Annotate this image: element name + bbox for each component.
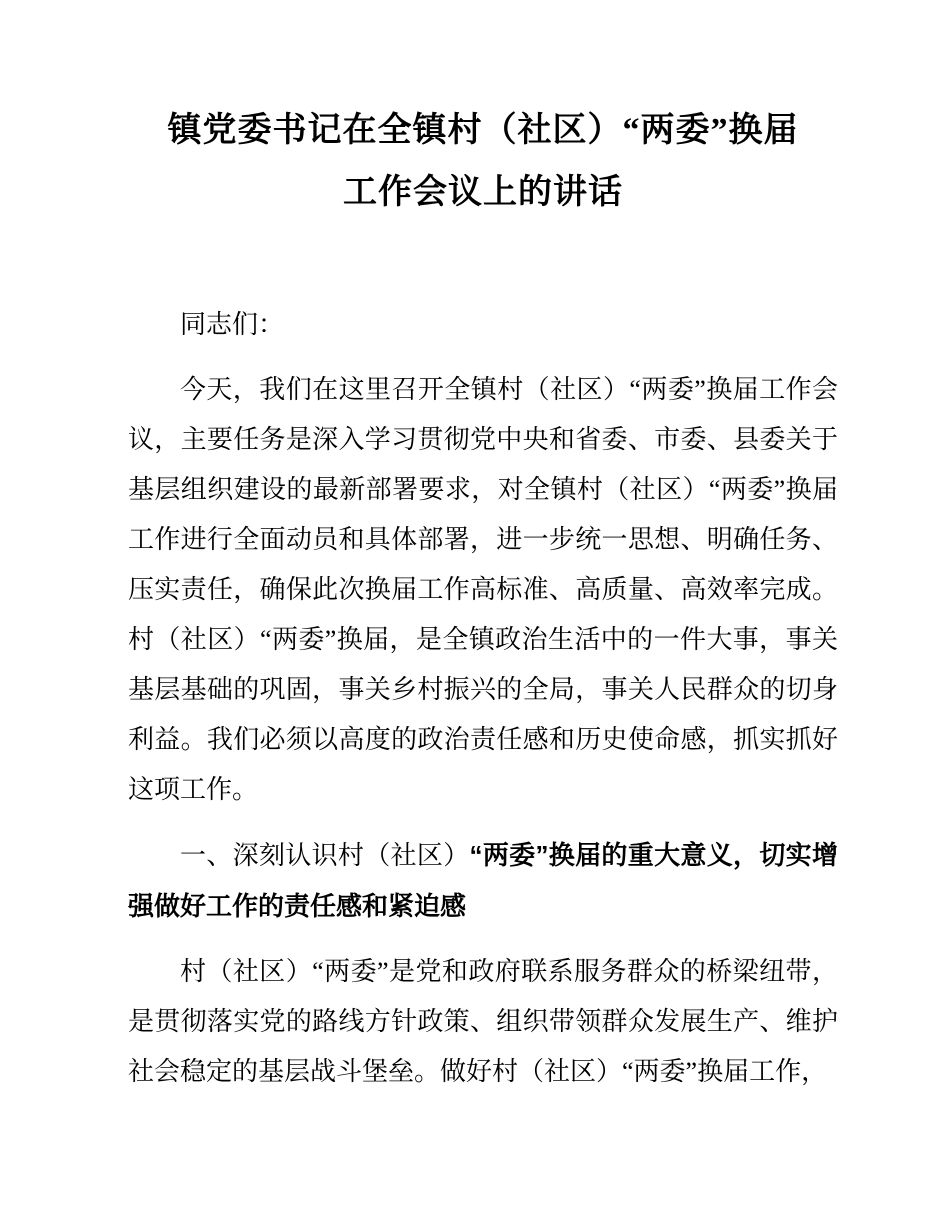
- document-title: [128, 100, 838, 224]
- section-heading-1-prefix: 一、深刻认识村（社区）: [180, 841, 470, 870]
- section-heading-1-emphasis: “两委”换届的重大意义，切实增强做好工作的责任感和紧迫感: [128, 840, 838, 921]
- paragraph-intro: 今天，我们在这里召开全镇村（社区）“两委”换届工作会议，主要任务是深入学习贯彻党中央和省委、市委、县委关于基层组织建设的最新部署要求，对全镇村（社区）“两委”换届工作进行全面动员和具体部署，进一步统一思想、明确任务、压实责任，确保此次换届工作高标准、高质量、高效率完成。村（社区）“两委”换届，是全镇政治生活中的一件大事，事关基层基础的巩固，事关乡村振兴的全局，事关人民群众的切身利益。我们必须以高度的政治责任感和历史使命感，抓实抓好这项工作。: [128, 375, 838, 804]
- section-heading-1: [128, 830, 838, 932]
- paragraph-section1-body: 村（社区）“两委”是党和政府联系服务群众的桥梁纽带，是贯彻落实党的路线方针政策、组织带领群众发展生产、维护社会稳定的基层战斗堡垒。做好村（社区）“两委”换届工作，: [128, 957, 838, 1086]
- salutation: 同志们：: [180, 310, 285, 339]
- document-title-line-1: 镇党委书记在全镇村（社区）“两委”换届: [167, 112, 799, 149]
- document-title-line-2: 工作会议上的讲话: [343, 174, 623, 211]
